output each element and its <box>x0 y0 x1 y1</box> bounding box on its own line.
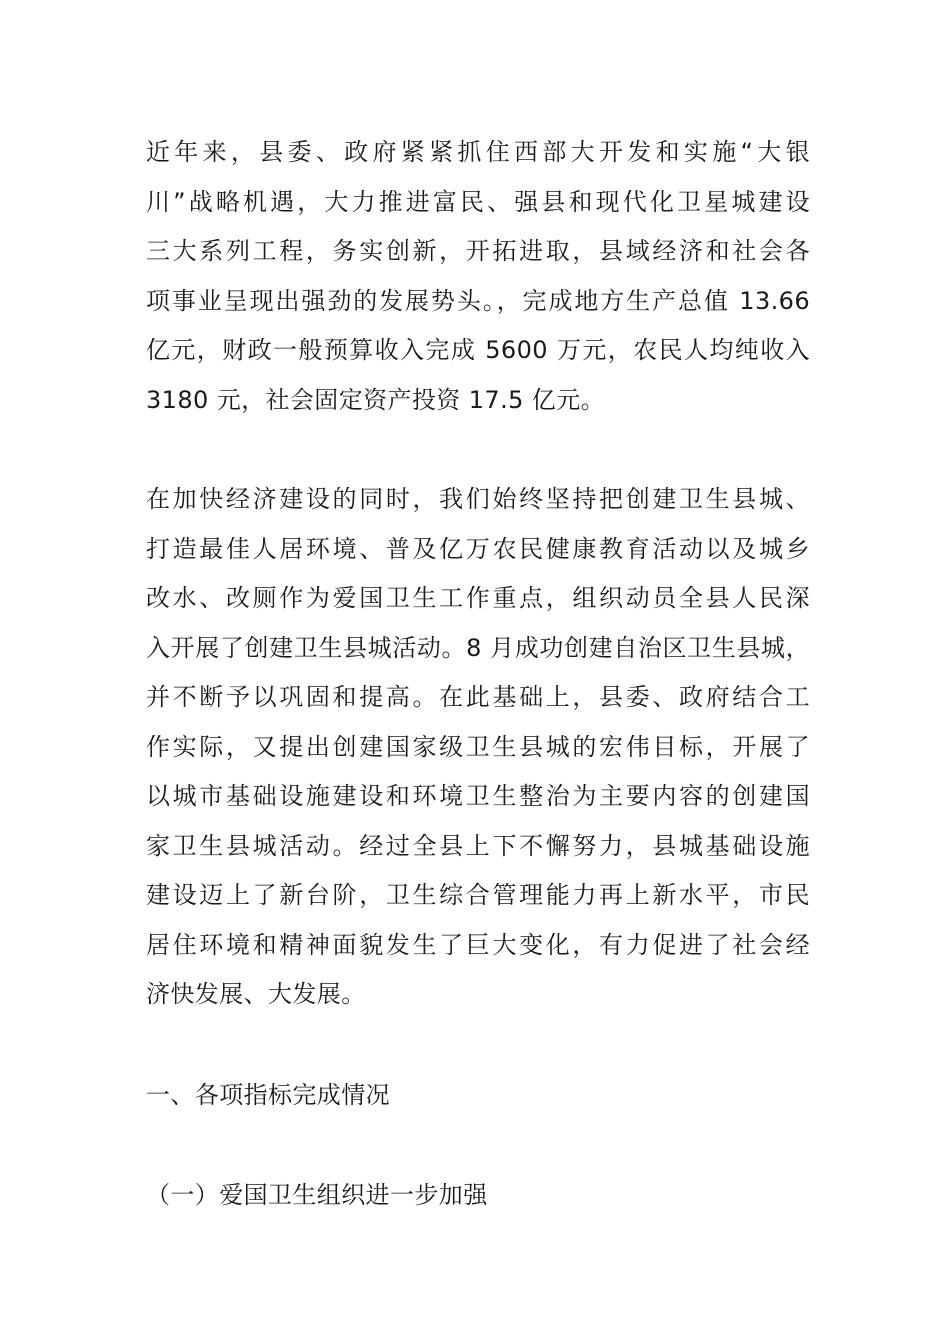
paragraph-sanitation-campaign <box>146 475 810 1020</box>
paragraph-line: 以城市基础设施建设和环境卫生整治为主要内容的创建国 <box>146 782 810 810</box>
paragraph-line: 建设迈上了新台阶，卫生综合管理能力再上新水平，市民 <box>146 881 810 909</box>
paragraph-line: 作实际，又提出创建国家级卫生县城的宏伟目标，开展了 <box>146 732 810 761</box>
paragraph-line: 打造最佳人居环境、普及亿万农民健康教育活动以及城乡 <box>146 534 810 563</box>
paragraph-line: 并不断予以巩固和提高。在此基础上，县委、政府结合工 <box>146 683 810 711</box>
paragraph-line: 济快发展、大发展。 <box>146 980 366 1008</box>
paragraph-line: 居住环境和精神面貌发生了巨大变化，有力促进了社会经 <box>146 930 810 959</box>
paragraph-line: 改水、改厕作为爱国卫生工作重点，组织动员全县人民深 <box>146 584 810 612</box>
paragraph-economic-overview <box>146 128 810 425</box>
paragraph-line: 家卫生县城活动。经过全县上下不懈努力，县城基础设施 <box>146 831 810 860</box>
paragraph-line: 入开展了创建卫生县城活动。8 月成功创建自治区卫生县城， <box>146 633 810 662</box>
paragraph-line: 项事业呈现出强劲的发展势头。，完成地方生产总值 13.66 <box>146 286 810 315</box>
paragraph-line: 近年来，县委、政府紧紧抓住西部大开发和实施“大银 <box>146 138 810 166</box>
paragraph-line: 在加快经济建设的同时，我们始终坚持把创建卫生县城、 <box>146 485 810 513</box>
subsection-heading: （一）爱国卫生组织进一步加强 <box>146 1181 488 1209</box>
paragraph-line: 亿元，财政一般预算收入完成 5600 万元，农民人均纯收入 <box>146 336 810 364</box>
paragraph-line: 川”战略机遇，大力推进富民、强县和现代化卫星城建设 <box>146 187 810 216</box>
paragraph-line: 三大系列工程，务实创新，开拓进取，县域经济和社会各 <box>146 237 810 265</box>
section-heading: 一、各项指标完成情况 <box>146 1081 390 1109</box>
paragraph-line: 3180 元，社会固定资产投资 17.5 亿元。 <box>146 385 606 414</box>
